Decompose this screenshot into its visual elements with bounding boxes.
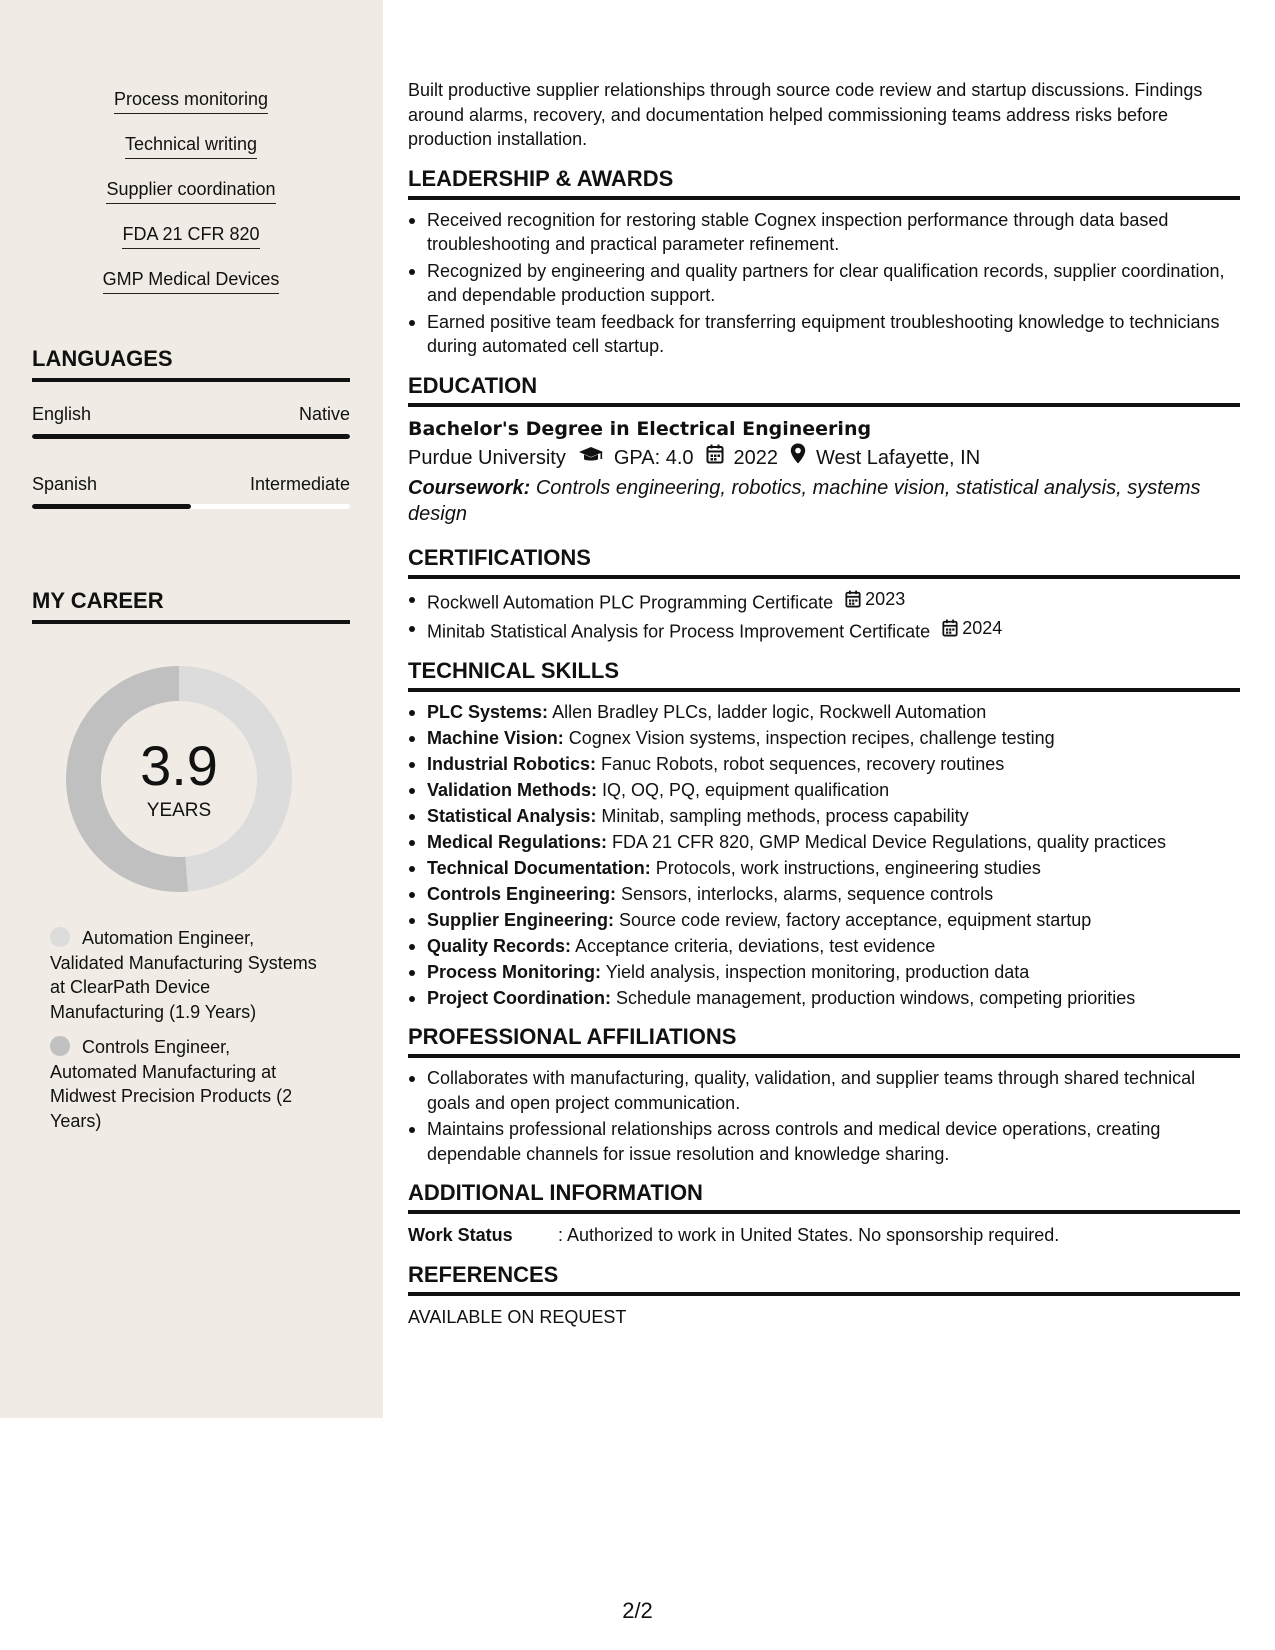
language-level: Native [298,404,350,424]
languages-heading: LANGUAGES [32,344,350,382]
list-item: Project Coordination: Schedule management, production windows, competing priorities [408,986,1240,1011]
certification-year: 2024 [962,617,1003,638]
calendar-icon [942,619,958,637]
list-item: Validation Methods: IQ, OQ, PQ, equipment qualification [408,778,1240,803]
skill-item: Supplier coordination [32,176,350,221]
list-item: Machine Vision: Cognex Vision systems, inspection recipes, challenge testing [408,726,1240,751]
career-years-unit: YEARS [146,800,212,821]
skill-item: Process monitoring [32,86,350,131]
language-name: English [32,404,92,424]
main-content [408,78,1240,1330]
list-item: Quality Records: Acceptance criteria, deviations, test evidence [408,934,1240,959]
experience-continued-text: Built productive supplier relationships through source code review and startup discussions. Findings around alarms, recovery, and documentation helped commissioning teams address risks before production installation. [408,80,1203,149]
career-legend [50,926,320,1144]
list-item: Statistical Analysis: Minitab, sampling methods, process capability [408,804,1240,829]
leadership-list [408,208,1240,359]
list-item: Collaborates with manufacturing, quality, validation, and supplier teams through shared technical goals and open project communication. [408,1066,1240,1115]
list-item: Received recognition for restoring stable Cognex inspection performance through data based troubleshooting and practical parameter refinement. [408,208,1240,257]
skill-item: FDA 21 CFR 820 [32,221,350,266]
list-item: Rockwell Automation PLC Programming Certificate 2023 [408,587,1240,615]
language-proficiency-bar [32,504,350,509]
technical-skills-list [408,700,1240,1011]
calendar-icon [706,443,724,473]
language-spanish [32,472,350,509]
references-text: AVAILABLE ON REQUEST [408,1307,627,1327]
technical-skills-heading: TECHNICAL SKILLS [408,656,1240,692]
map-pin-icon [790,443,806,473]
work-status-row [408,1222,1240,1248]
additional-info-heading: ADDITIONAL INFORMATION [408,1178,1240,1214]
page-number: 2/2 [622,1598,653,1623]
career-donut-chart [66,666,292,892]
legend-dot-icon [50,1036,70,1056]
list-item: Supplier Engineering: Source code review, factory acceptance, equipment startup [408,908,1240,933]
list-item: Medical Regulations: FDA 21 CFR 820, GMP Medical Device Regulations, quality practices [408,830,1240,855]
affiliations-list [408,1066,1240,1166]
list-item: Process Monitoring: Yield analysis, inspection monitoring, production data [408,960,1240,985]
sidebar [0,0,383,1418]
gpa: GPA: 4.0 [613,446,694,469]
certifications-heading: CERTIFICATIONS [408,543,1240,579]
school-location: West Lafayette, IN [816,446,981,469]
language-level: Intermediate [249,474,350,494]
affiliations-heading: PROFESSIONAL AFFILIATIONS [408,1022,1240,1058]
language-proficiency-fill [32,434,350,439]
list-item: Minitab Statistical Analysis for Process Improvement Certificate 2024 [408,616,1240,644]
list-item: Controls Engineering: Sensors, interlocks, alarms, sequence controls [408,882,1240,907]
coursework: Coursework: Controls engineering, robotics, machine vision, statistical analysis, systems design [408,476,1201,525]
list-item: Maintains professional relationships across controls and medical device operations, creating dependable channels for issue resolution and knowledge sharing. [408,1117,1240,1166]
language-name: Spanish [32,474,98,494]
education-details [408,443,1240,473]
career-heading: MY CAREER [32,586,350,624]
graduation-cap-icon [578,443,604,473]
certification-year: 2023 [865,588,906,609]
school-name: Purdue University [408,446,566,469]
references-heading: REFERENCES [408,1260,1240,1296]
skill-item: GMP Medical Devices [32,266,350,311]
list-item: Technical Documentation: Protocols, work instructions, engineering studies [408,856,1240,881]
legend-dot-icon [50,927,70,947]
skill-item: Technical writing [32,131,350,176]
certifications-list [408,587,1240,644]
language-english [32,402,350,439]
list-item: Recognized by engineering and quality partners for clear qualification records, supplier coordination, and dependable production support. [408,259,1240,308]
career-legend-item: Controls Engineer, Automated Manufacturing at Midwest Precision Products (2 Years) [50,1037,293,1131]
list-item: Industrial Robotics: Fanuc Robots, robot sequences, recovery routines [408,752,1240,777]
career-total-years: 3.9 [140,734,218,797]
work-status-value: : Authorized to work in United States. No sponsorship required. [558,1225,1060,1245]
education-heading: EDUCATION [408,371,1240,407]
degree-title: Bachelor's Degree in Electrical Engineering [408,417,872,440]
graduation-year: 2022 [733,446,779,469]
language-proficiency-bar [32,434,350,439]
list-item: Earned positive team feedback for transferring equipment troubleshooting knowledge to technicians during automated cell startup. [408,310,1240,359]
leadership-heading: LEADERSHIP & AWARDS [408,164,1240,200]
career-legend-item: Automation Engineer, Validated Manufacturing Systems at ClearPath Device Manufacturing (1.9 Years) [50,928,317,1022]
language-proficiency-fill [32,504,191,509]
list-item: PLC Systems: Allen Bradley PLCs, ladder logic, Rockwell Automation [408,700,1240,725]
skills-list [32,86,350,311]
work-status-label: Work Status [408,1225,513,1245]
calendar-icon [845,590,861,608]
